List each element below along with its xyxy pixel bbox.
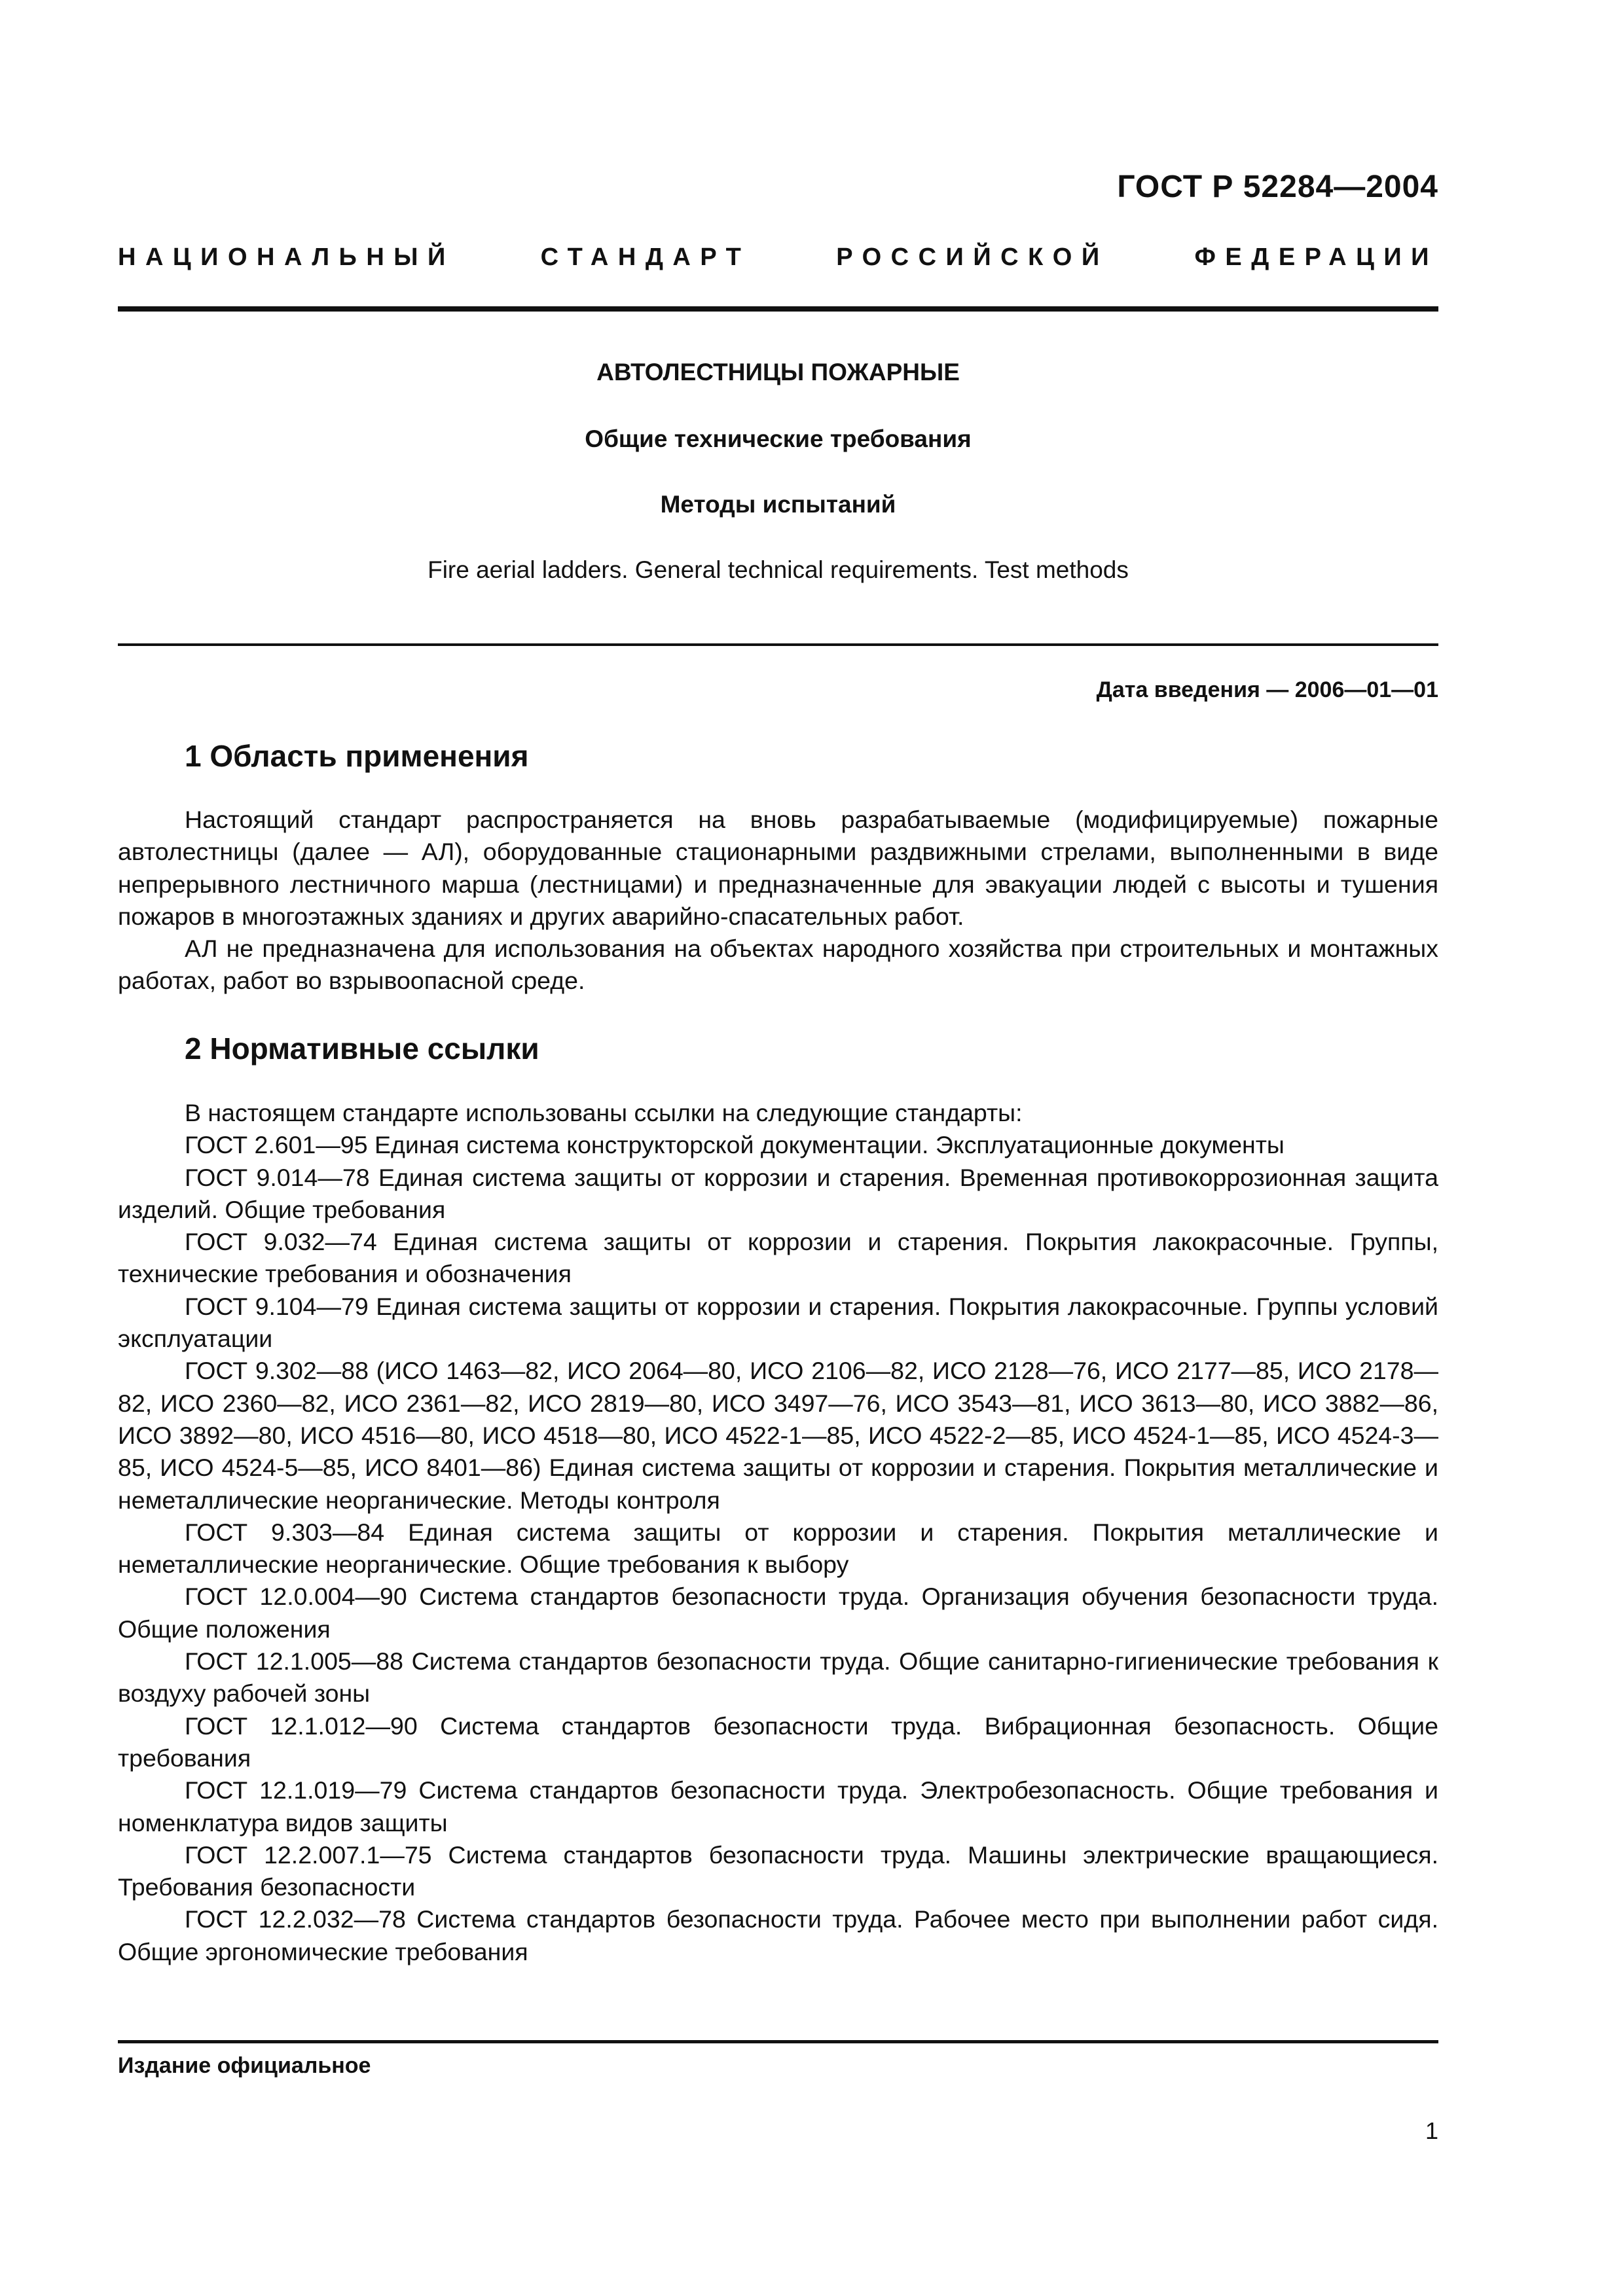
- section-1-body: [118, 804, 1438, 997]
- paragraph: АЛ не предназначена для использования на объектах народного хозяйства при строительных и монтажных работах, работ во взрывоопасной среде.: [118, 935, 1438, 995]
- reference-entry: ГОСТ 12.1.012—90 Система стандартов безопасности труда. Вибрационная безопасность. Общие требования: [118, 1712, 1438, 1772]
- national-standard-banner: НАЦИОНАЛЬНЫЙ СТАНДАРТ РОССИЙСКОЙ ФЕДЕРАЦИИ: [118, 243, 1438, 271]
- reference-entry: ГОСТ 12.0.004—90 Система стандартов безопасности труда. Организация обучения безопасности труда. Общие положения: [118, 1583, 1438, 1643]
- reference-entry: ГОСТ 12.2.007.1—75 Система стандартов безопасности труда. Машины электрические вращающиеся. Требования безопасности: [118, 1840, 1438, 1901]
- standard-number: ГОСТ Р 52284—2004: [1117, 170, 1438, 204]
- title-divider: [118, 643, 1438, 646]
- reference-entry: ГОСТ 9.014—78 Единая система защиты от коррозии и старения. Временная противокоррозионная защита изделий. Общие требования: [118, 1163, 1438, 1223]
- introduction-date: Дата введения — 2006—01—01: [1096, 677, 1438, 702]
- paragraph: В настоящем стандарте использованы ссылки на следующие стандарты:: [185, 1099, 1023, 1126]
- header-divider: [118, 306, 1438, 312]
- reference-entry: ГОСТ 9.302—88 (ИСО 1463—82, ИСО 2064—80, ИСО 2106—82, ИСО 2128—76, ИСО 2177—85, ИСО 2178—82, ИСО 2360—82, ИСО 2361—82, ИСО 2819—80, ИСО 3497—76, ИСО 3543—81, ИСО 3613—80, ИСО 3882—86, ИСО 3892—80, ИСО 4516—80, ИСО 4518—80, ИСО 4522-1—85, ИСО 4522-2—85, ИСО 4524-1—85, ИСО 4524-3—85, ИСО 4524-5—85, ИСО 8401—86) Единая система защиты от коррозии и старения. Покрытия металлические и неметаллические неорганические. Методы контроля: [118, 1357, 1438, 1514]
- section-2-heading: 2 Нормативные ссылки: [185, 1031, 539, 1066]
- document-subtitle-methods: Методы испытаний: [660, 491, 896, 518]
- document-title-english: Fire aerial ladders. General technical requirements. Test methods: [428, 556, 1129, 583]
- edition-label: Издание официальное: [118, 2053, 371, 2078]
- footer-divider: [118, 2040, 1438, 2043]
- paragraph: Настоящий стандарт распространяется на вновь разрабатываемые (модифицируемые) пожарные автолестницы (далее — АЛ), оборудованные стационарными раздвижными стрелами, выполненными в виде непрерывного лестничного марша (лестницами) и предназначенные для эвакуации людей с высоты и тушения пожаров в многоэтажных зданиях и других аварийно-спасательных работ.: [118, 806, 1438, 930]
- reference-entry: ГОСТ 12.2.032—78 Система стандартов безопасности труда. Рабочее место при выполнении работ сидя. Общие эргономические требования: [118, 1905, 1438, 1965]
- document-title: АВТОЛЕСТНИЦЫ ПОЖАРНЫЕ: [596, 359, 960, 386]
- reference-entry: ГОСТ 9.303—84 Единая система защиты от коррозии и старения. Покрытия металлические и неметаллические неорганические. Общие требования к выбору: [118, 1518, 1438, 1579]
- reference-entry: ГОСТ 9.104—79 Единая система защиты от коррозии и старения. Покрытия лакокрасочные. Группы условий эксплуатации: [118, 1292, 1438, 1353]
- page-number: 1: [1425, 2117, 1438, 2144]
- reference-entry: ГОСТ 12.1.019—79 Система стандартов безопасности труда. Электробезопасность. Общие требования и номенклатура видов защиты: [118, 1776, 1438, 1837]
- section-1-heading: 1 Область применения: [185, 739, 529, 773]
- reference-entry: ГОСТ 12.1.005—88 Система стандартов безопасности труда. Общие санитарно-гигиенические требования к воздуху рабочей зоны: [118, 1647, 1438, 1708]
- reference-entry: ГОСТ 2.601—95 Единая система конструкторской документации. Эксплуатационные документы: [185, 1131, 1285, 1159]
- document-subtitle-requirements: Общие технические требования: [585, 425, 972, 452]
- section-2-body: [118, 1097, 1438, 1968]
- reference-entry: ГОСТ 9.032—74 Единая система защиты от коррозии и старения. Покрытия лакокрасочные. Группы, технические требования и обозначения: [118, 1228, 1438, 1288]
